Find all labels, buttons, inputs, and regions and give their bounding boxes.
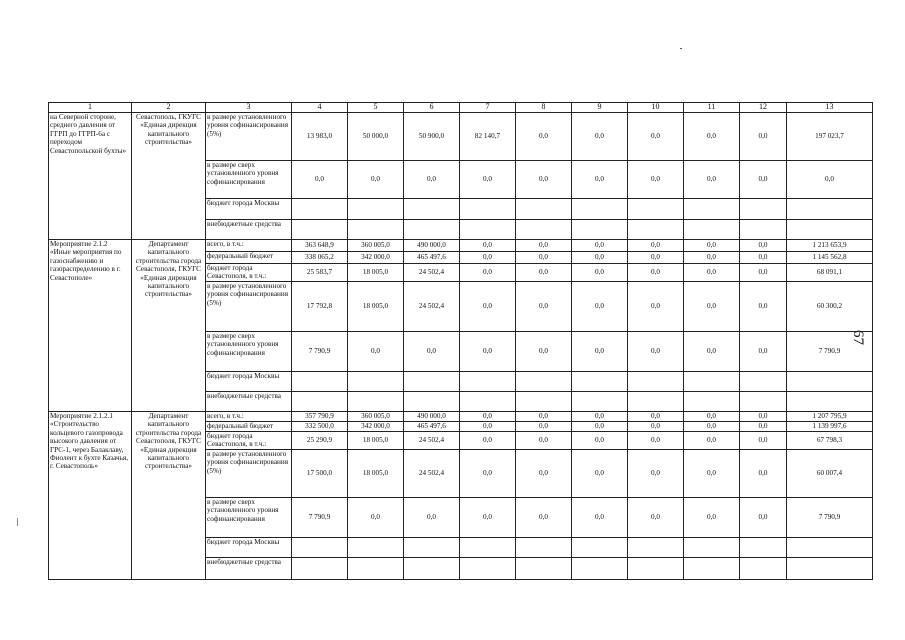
total-value-cell: 197 023,7 [787, 113, 873, 161]
total-value-cell [787, 199, 873, 220]
year-value-cell [516, 558, 572, 580]
year-value-cell: 0,0 [684, 113, 740, 161]
year-value-cell: 0,0 [516, 332, 572, 372]
year-value-cell: 360 005,0 [348, 412, 404, 422]
column-number-header: 8 [516, 103, 572, 113]
page-number: 67 [850, 330, 866, 345]
year-value-cell: 0,0 [684, 282, 740, 332]
year-value-cell: 0,0 [516, 240, 572, 252]
year-value-cell: 0,0 [404, 332, 460, 372]
year-value-cell [628, 392, 684, 412]
year-value-cell [348, 392, 404, 412]
table-row [49, 412, 873, 422]
year-value-cell [516, 372, 572, 392]
year-value-cell [404, 392, 460, 412]
column-number-header: 1 [49, 103, 132, 113]
year-value-cell [628, 220, 684, 240]
year-value-cell: 25 290,9 [292, 432, 348, 450]
funding-source-cell: федеральный бюджет [206, 422, 292, 432]
year-value-cell: 0,0 [628, 432, 684, 450]
year-value-cell [684, 558, 740, 580]
scan-speck [680, 48, 682, 49]
year-value-cell [684, 538, 740, 558]
year-value-cell: 357 790,9 [292, 412, 348, 422]
year-value-cell: 363 648,9 [292, 240, 348, 252]
year-value-cell: 0,0 [684, 240, 740, 252]
total-value-cell: 1 207 795,9 [787, 412, 873, 422]
year-value-cell: 82 140,7 [460, 113, 516, 161]
year-value-cell: 490 000,0 [404, 240, 460, 252]
year-value-cell: 332 500,0 [292, 422, 348, 432]
year-value-cell: 0,0 [292, 161, 348, 199]
year-value-cell: 0,0 [628, 252, 684, 264]
year-value-cell [348, 220, 404, 240]
year-value-cell [460, 372, 516, 392]
year-value-cell: 0,0 [628, 113, 684, 161]
year-value-cell [740, 538, 787, 558]
year-value-cell [572, 220, 628, 240]
funding-source-cell: внебюджетные средства [206, 558, 292, 580]
year-value-cell: 465 497,6 [404, 252, 460, 264]
year-value-cell [740, 220, 787, 240]
funding-source-cell: бюджет города Севастополя, в т.ч.: [206, 264, 292, 282]
column-number-header: 11 [684, 103, 740, 113]
year-value-cell [516, 392, 572, 412]
year-value-cell: 0,0 [684, 332, 740, 372]
year-value-cell: 0,0 [516, 422, 572, 432]
column-number-header: 6 [404, 103, 460, 113]
year-value-cell [404, 220, 460, 240]
column-number-header: 5 [348, 103, 404, 113]
year-value-cell: 0,0 [516, 161, 572, 199]
year-value-cell [460, 558, 516, 580]
responsible-executor-cell: Департамент капитального строительства города Севастополя, ГКУГС «Единая дирекция капитального строительства» [132, 240, 206, 412]
year-value-cell: 0,0 [460, 332, 516, 372]
funding-source-cell: бюджет города Москвы [206, 372, 292, 392]
year-value-cell: 0,0 [740, 264, 787, 282]
total-value-cell: 1 139 997,6 [787, 422, 873, 432]
year-value-cell [292, 372, 348, 392]
year-value-cell: 0,0 [628, 422, 684, 432]
year-value-cell [740, 558, 787, 580]
year-value-cell: 0,0 [740, 161, 787, 199]
total-value-cell: 1 213 653,9 [787, 240, 873, 252]
year-value-cell: 7 790,9 [292, 498, 348, 538]
year-value-cell: 24 502,4 [404, 450, 460, 498]
funding-source-cell: в размере установленного уровня софинансирования (5%) [206, 113, 292, 161]
measure-title-cell: Мероприятие 2.1.2.1 «Строительство кольцевого газопровода высокого давления от ГРС-1, через Балаклаву, Фиолент к бухте Казачья, г. Севастополь» [49, 412, 132, 580]
year-value-cell: 0,0 [516, 450, 572, 498]
year-value-cell: 0,0 [740, 240, 787, 252]
year-value-cell [292, 220, 348, 240]
year-value-cell: 0,0 [460, 282, 516, 332]
year-value-cell [292, 538, 348, 558]
funding-source-cell: в размере сверх установленного уровня софинансирования [206, 498, 292, 538]
year-value-cell: 0,0 [516, 282, 572, 332]
total-value-cell: 60 300,2 [787, 282, 873, 332]
year-value-cell: 0,0 [404, 498, 460, 538]
year-value-cell: 0,0 [572, 412, 628, 422]
total-value-cell: 1 145 562,8 [787, 252, 873, 264]
year-value-cell: 24 502,4 [404, 432, 460, 450]
year-value-cell: 0,0 [460, 240, 516, 252]
year-value-cell: 18 005,0 [348, 450, 404, 498]
year-value-cell: 0,0 [628, 282, 684, 332]
year-value-cell [740, 372, 787, 392]
year-value-cell: 0,0 [684, 432, 740, 450]
total-value-cell: 0,0 [787, 161, 873, 199]
header-row [49, 103, 873, 113]
year-value-cell: 0,0 [628, 332, 684, 372]
year-value-cell [572, 392, 628, 412]
year-value-cell: 13 983,0 [292, 113, 348, 161]
year-value-cell: 0,0 [572, 422, 628, 432]
year-value-cell: 0,0 [572, 450, 628, 498]
funding-source-cell: внебюджетные средства [206, 220, 292, 240]
year-value-cell: 0,0 [460, 264, 516, 282]
year-value-cell: 0,0 [684, 252, 740, 264]
funding-source-cell: федеральный бюджет [206, 252, 292, 264]
year-value-cell: 7 790,9 [292, 332, 348, 372]
total-value-cell [787, 220, 873, 240]
year-value-cell [460, 220, 516, 240]
year-value-cell: 0,0 [740, 282, 787, 332]
year-value-cell: 0,0 [740, 332, 787, 372]
year-value-cell: 18 005,0 [348, 282, 404, 332]
year-value-cell: 0,0 [460, 422, 516, 432]
year-value-cell: 17 500,0 [292, 450, 348, 498]
column-number-header: 13 [787, 103, 873, 113]
year-value-cell [460, 199, 516, 220]
year-value-cell: 0,0 [740, 252, 787, 264]
year-value-cell: 0,0 [348, 498, 404, 538]
year-value-cell: 18 005,0 [348, 432, 404, 450]
year-value-cell [460, 538, 516, 558]
year-value-cell: 0,0 [572, 161, 628, 199]
year-value-cell [572, 372, 628, 392]
total-value-cell [787, 558, 873, 580]
year-value-cell: 0,0 [404, 161, 460, 199]
year-value-cell: 0,0 [460, 498, 516, 538]
funding-source-cell: в размере установленного уровня софинансирования (5%) [206, 282, 292, 332]
year-value-cell: 490 000,0 [404, 412, 460, 422]
year-value-cell [516, 538, 572, 558]
year-value-cell [628, 372, 684, 392]
funding-source-cell: бюджет города Севастополя, в т.ч.: [206, 432, 292, 450]
year-value-cell: 0,0 [684, 412, 740, 422]
year-value-cell: 50 000,0 [348, 113, 404, 161]
year-value-cell [572, 538, 628, 558]
funding-source-cell: бюджет города Москвы [206, 538, 292, 558]
year-value-cell [516, 220, 572, 240]
year-value-cell: 50 900,0 [404, 113, 460, 161]
year-value-cell [628, 199, 684, 220]
year-value-cell [404, 372, 460, 392]
year-value-cell: 0,0 [572, 240, 628, 252]
year-value-cell: 342 000,0 [348, 252, 404, 264]
year-value-cell: 465 497,6 [404, 422, 460, 432]
year-value-cell: 0,0 [516, 412, 572, 422]
year-value-cell [516, 199, 572, 220]
year-value-cell: 0,0 [572, 498, 628, 538]
year-value-cell: 0,0 [516, 432, 572, 450]
year-value-cell: 0,0 [684, 422, 740, 432]
table-body [49, 103, 873, 580]
year-value-cell: 338 065,2 [292, 252, 348, 264]
year-value-cell: 18 005,0 [348, 264, 404, 282]
year-value-cell: 0,0 [628, 264, 684, 282]
year-value-cell [684, 199, 740, 220]
measure-title-cell: Мероприятие 2.1.2 «Иные мероприятия по газоснабжению и газораспределению в г. Севастополе» [49, 240, 132, 412]
scan-mark [17, 518, 18, 526]
year-value-cell: 0,0 [740, 498, 787, 538]
total-value-cell: 68 091,1 [787, 264, 873, 282]
year-value-cell [404, 538, 460, 558]
year-value-cell: 0,0 [460, 450, 516, 498]
column-number-header: 9 [572, 103, 628, 113]
column-number-header: 10 [628, 103, 684, 113]
year-value-cell: 0,0 [516, 252, 572, 264]
responsible-executor-cell: Департамент капитального строительства города Севастополя, ГКУГС «Единая дирекция капитального строительства» [132, 412, 206, 580]
year-value-cell: 0,0 [572, 282, 628, 332]
year-value-cell: 24 502,4 [404, 264, 460, 282]
year-value-cell [404, 558, 460, 580]
year-value-cell [628, 558, 684, 580]
year-value-cell: 0,0 [460, 252, 516, 264]
year-value-cell [348, 558, 404, 580]
year-value-cell: 0,0 [460, 412, 516, 422]
year-value-cell: 0,0 [740, 422, 787, 432]
total-value-cell [787, 372, 873, 392]
total-value-cell: 7 790,9 [787, 332, 873, 372]
year-value-cell: 0,0 [628, 450, 684, 498]
year-value-cell: 360 005,0 [348, 240, 404, 252]
column-number-header: 3 [206, 103, 292, 113]
year-value-cell [572, 558, 628, 580]
year-value-cell: 0,0 [516, 498, 572, 538]
year-value-cell [460, 392, 516, 412]
year-value-cell: 0,0 [516, 113, 572, 161]
funding-table [48, 102, 873, 580]
year-value-cell [404, 199, 460, 220]
year-value-cell: 17 792,8 [292, 282, 348, 332]
year-value-cell: 0,0 [460, 432, 516, 450]
year-value-cell: 0,0 [740, 432, 787, 450]
year-value-cell [740, 392, 787, 412]
year-value-cell: 0,0 [348, 161, 404, 199]
column-number-header: 2 [132, 103, 206, 113]
year-value-cell: 0,0 [572, 252, 628, 264]
year-value-cell [684, 372, 740, 392]
funding-source-cell: внебюджетные средства [206, 392, 292, 412]
table-row [49, 113, 873, 161]
year-value-cell [740, 199, 787, 220]
year-value-cell: 0,0 [516, 264, 572, 282]
column-number-header: 7 [460, 103, 516, 113]
measure-title-cell: на Северной стороне, среднего давления от ГГРП до ГГРП-6а с переходом Севастопольской бухты» [49, 113, 132, 240]
year-value-cell: 0,0 [572, 432, 628, 450]
year-value-cell [684, 220, 740, 240]
year-value-cell: 25 583,7 [292, 264, 348, 282]
responsible-executor-cell: Севастополь, ГКУГС «Единая дирекция капитального строительства» [132, 113, 206, 240]
total-value-cell [787, 392, 873, 412]
year-value-cell: 0,0 [460, 161, 516, 199]
year-value-cell: 0,0 [572, 113, 628, 161]
funding-source-cell: в размере сверх установленного уровня софинансирования [206, 161, 292, 199]
year-value-cell [572, 199, 628, 220]
column-number-header: 4 [292, 103, 348, 113]
year-value-cell: 0,0 [740, 113, 787, 161]
table-row [49, 240, 873, 252]
total-value-cell: 67 798,3 [787, 432, 873, 450]
year-value-cell [292, 558, 348, 580]
total-value-cell: 7 790,9 [787, 498, 873, 538]
year-value-cell: 0,0 [740, 450, 787, 498]
year-value-cell: 0,0 [572, 264, 628, 282]
year-value-cell [348, 538, 404, 558]
year-value-cell: 0,0 [628, 412, 684, 422]
year-value-cell [292, 199, 348, 220]
column-number-header: 12 [740, 103, 787, 113]
year-value-cell: 0,0 [740, 412, 787, 422]
year-value-cell: 0,0 [684, 498, 740, 538]
year-value-cell: 0,0 [684, 450, 740, 498]
total-value-cell: 60 007,4 [787, 450, 873, 498]
year-value-cell: 0,0 [572, 332, 628, 372]
funding-source-cell: в размере сверх установленного уровня софинансирования [206, 332, 292, 372]
year-value-cell: 0,0 [348, 332, 404, 372]
year-value-cell [348, 372, 404, 392]
year-value-cell: 0,0 [628, 161, 684, 199]
year-value-cell: 0,0 [684, 161, 740, 199]
funding-source-cell: всего, в т.ч.: [206, 412, 292, 422]
funding-source-cell: бюджет города Москвы [206, 199, 292, 220]
year-value-cell: 24 502,4 [404, 282, 460, 332]
year-value-cell [628, 538, 684, 558]
year-value-cell: 0,0 [684, 264, 740, 282]
funding-source-cell: в размере установленного уровня софинансирования (5%) [206, 450, 292, 498]
year-value-cell: 0,0 [628, 498, 684, 538]
year-value-cell [292, 392, 348, 412]
year-value-cell: 342 000,0 [348, 422, 404, 432]
total-value-cell [787, 538, 873, 558]
year-value-cell [684, 392, 740, 412]
funding-source-cell: всего, в т.ч.: [206, 240, 292, 252]
year-value-cell: 0,0 [628, 240, 684, 252]
year-value-cell [348, 199, 404, 220]
